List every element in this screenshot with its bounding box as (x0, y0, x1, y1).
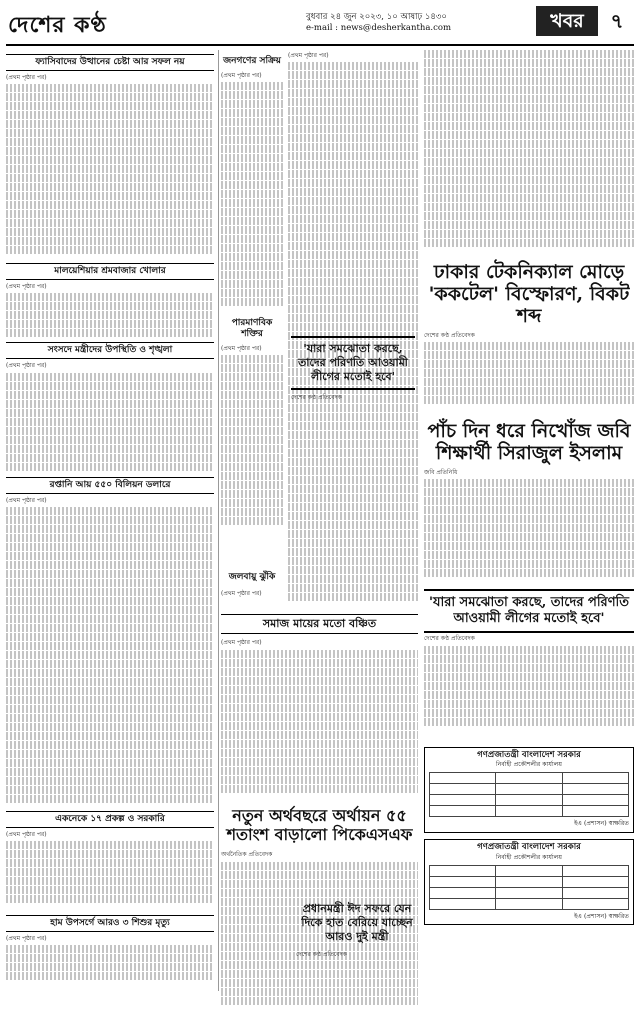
article-body (221, 82, 283, 312)
dateline: বুধবার ২৪ জুন ২০২৩, ১০ আষাঢ় ১৪৩০ (306, 12, 447, 22)
byline: (প্রথম পৃষ্ঠার পর) (6, 830, 47, 838)
page-number: ৭ (610, 9, 624, 33)
notice-subtitle: নির্বাহী প্রকৌশলীর কার্যালয় (495, 761, 563, 769)
article-body (221, 355, 283, 535)
pull-quote: 'যারা সমঝোতা করছে, তাদের পরিণতি আওয়ামী লীগের মতোই হবে' (291, 336, 415, 390)
byline: (প্রথম পৃষ্ঠার পর) (6, 74, 47, 81)
byline: দেশের কণ্ঠ প্রতিবেদক (424, 332, 475, 339)
byline: (প্রথম পৃষ্ঠার পর) (221, 639, 262, 646)
byline: দেশের কণ্ঠ প্রতিবেদক (296, 951, 347, 958)
notice-footer: ইএ (প্রশাসন) স্বাক্ষরিত (574, 912, 629, 920)
climate-story (221, 566, 283, 601)
masthead (6, 6, 634, 46)
column-4 (424, 50, 634, 991)
byline: (প্রথম পৃষ্ঠার পর) (221, 72, 262, 79)
newspaper-page (6, 6, 634, 991)
pull-quote-box (291, 336, 415, 405)
headline: সমাজ মায়ের মতো বঞ্চিত (221, 614, 418, 634)
article-body (6, 293, 214, 338)
notice-title: গণপ্রজাতন্ত্রী বাংলাদেশ সরকার (477, 749, 581, 760)
column-3 (288, 50, 418, 610)
headline: ঢাকার টেকনিক্যাল মোড়ে 'ককটেল' বিস্ফোরণ, বিকট শব্দ (428, 261, 630, 327)
headline: হাম উপসর্গে আরও ৩ শিশুর মৃত্যু (6, 915, 214, 932)
bottom-story (296, 896, 418, 962)
headline: জনগণের সক্রিয় (223, 56, 281, 66)
article-body (6, 841, 214, 911)
headline: পাঁচ দিন ধরে নিখোঁজ জবি শিক্ষার্থী সিরাজুল ইসলাম (427, 420, 631, 465)
pull-quote: 'যারা সমঝোতা করছে, তাদের পরিণতি আওয়ামী লীগের মতোই হবে' (424, 589, 634, 633)
headline: নতুন অর্থবছরে অর্থায়ন ৫৫ শতাংশ বাড়ালো পিকেএসএফ (226, 806, 413, 844)
byline: দেশের কণ্ঠ প্রতিবেদক (424, 635, 475, 643)
section-tag: খবর (536, 6, 598, 36)
headline: সংসদে মন্ত্রীদের উপস্থিতি ও শৃঙ্খলা (6, 342, 214, 359)
byline: (প্রথম পৃষ্ঠার পর) (6, 496, 47, 504)
column-1 (6, 50, 219, 991)
article-body (221, 650, 418, 800)
article-body (6, 84, 214, 259)
article-body (424, 646, 634, 741)
notice-footer: ইএ (প্রশাসন) স্বাক্ষরিত (574, 820, 629, 828)
headline: একনেকে ১৭ প্রকল্প ও সরকারি (6, 811, 214, 828)
byline: (প্রথম পৃষ্ঠার পর) (221, 590, 262, 597)
byline: অর্থনৈতিক প্রতিবেদক (221, 851, 273, 858)
notice-subtitle: নির্বাহী প্রকৌশলীর কার্যালয় (495, 853, 563, 861)
headline: রপ্তানি আয় ৫৫০ বিলিয়ন ডলারে (6, 477, 214, 494)
byline: (প্রথম পৃষ্ঠার পর) (6, 283, 47, 291)
email-line: e-mail : news@desherkantha.com (306, 23, 452, 33)
byline: (প্রথম পৃষ্ঠার পর) (6, 362, 47, 370)
article-body (6, 373, 214, 473)
byline: (প্রথম পৃষ্ঠার পর) (221, 345, 262, 353)
government-notice (424, 839, 634, 925)
headline: ফ্যাসিবাদের উত্থানের চেষ্টা আর সফল নয় (6, 54, 214, 71)
article-body (424, 342, 634, 414)
newspaper-logo: দেশের কণ্ঠ (8, 12, 107, 38)
notice-title: গণপ্রজাতন্ত্রী বাংলাদেশ সরকার (477, 842, 581, 852)
byline: (প্রথম পৃষ্ঠার পর) (6, 935, 47, 943)
article-body (424, 479, 634, 589)
headline: প্রধানমন্ত্রী ঈদ সফরে যেন দিকে হাত বেরিয়ে যাচ্ছেন আরও দুই মন্ত্রী (301, 902, 413, 943)
article-body (424, 50, 634, 255)
notice-table (429, 865, 629, 910)
article-body (6, 945, 214, 985)
byline: জবি প্রতিনিধি (424, 469, 458, 477)
byline: (প্রথম পৃষ্ঠার পর) (288, 52, 329, 59)
headline: মালয়েশিয়ার শ্রমবাজার খোলার (6, 263, 214, 280)
byline: দেশের কণ্ঠ প্রতিবেদক (291, 394, 342, 401)
article-body (288, 62, 418, 602)
government-notice (424, 747, 634, 833)
article-body (6, 507, 214, 807)
headline: জলবায়ু ঝুঁকি (228, 572, 276, 582)
notice-table (429, 772, 629, 817)
headline: পারমাণবিক শক্তির (231, 318, 273, 340)
column-2 (221, 50, 283, 610)
